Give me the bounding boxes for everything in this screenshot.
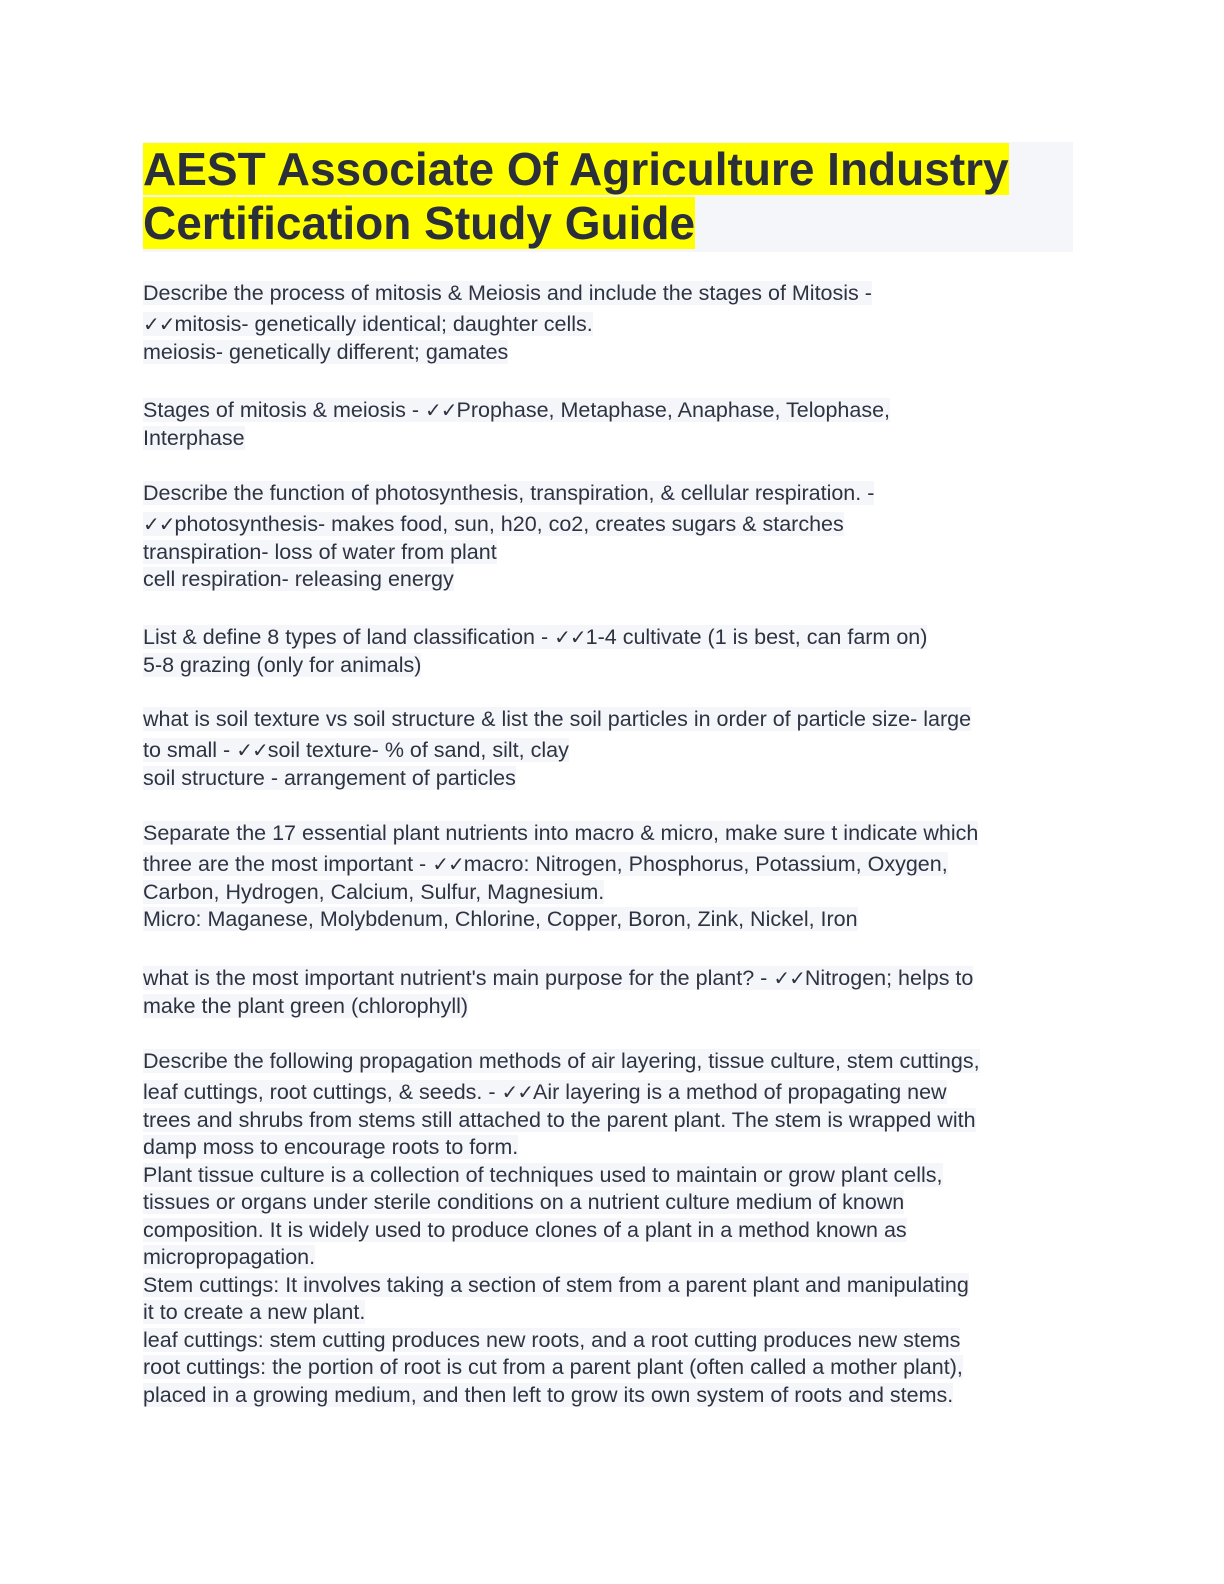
answer-line: Interphase: [143, 425, 245, 450]
question-text: Stages of mitosis & meiosis -: [143, 398, 420, 422]
check-icon: ✓✓: [554, 625, 586, 649]
qa-section-2: [143, 397, 1078, 452]
check-icon: ✓✓: [773, 966, 805, 990]
qa-section-5: [143, 706, 1078, 792]
check-icon: ✓✓: [432, 852, 464, 876]
answer-line: composition. It is widely used to produce clones of a plant in a method known as: [143, 1217, 907, 1242]
title-block: [143, 142, 1073, 252]
answer-line: Plant tissue culture is a collection of techniques used to maintain or grow plant cells,: [143, 1162, 943, 1187]
title-line-1: AEST Associate Of Agriculture Industry: [143, 143, 1009, 195]
check-icon: ✓✓: [143, 312, 175, 336]
answer-line: root cuttings: the portion of root is cut from a parent plant (often called a mother plant),: [143, 1355, 963, 1379]
question-text: Describe the process of mitosis & Meiosis and include the stages of Mitosis -: [143, 281, 872, 305]
check-icon: ✓✓: [425, 398, 457, 422]
question-text: Describe the function of photosynthesis, transpiration, & cellular respiration. -: [143, 481, 875, 505]
answer-line: 5-8 grazing (only for animals): [143, 652, 422, 677]
answer-text: mitosis- genetically identical; daughter cells.: [174, 312, 593, 336]
answer-line: it to create a new plant.: [143, 1300, 366, 1324]
page-title: [143, 142, 1073, 250]
answer-text: photosynthesis- makes food, sun, h20, co2, creates sugars & starches: [174, 512, 844, 536]
answer-line: tissues or organs under sterile conditions on a nutrient culture medium of known: [143, 1190, 905, 1214]
answer-text: macro: Nitrogen, Phosphorus, Potassium, Oxygen,: [463, 852, 948, 876]
qa-section-4: [143, 624, 1078, 679]
answer-text: 1-4 cultivate (1 is best, can farm on): [585, 625, 928, 649]
question-text: List & define 8 types of land classification -: [143, 625, 549, 649]
answer-line: cell respiration- releasing energy: [143, 567, 454, 591]
answer-line: leaf cuttings: stem cutting produces new roots, and a root cutting produces new stems: [143, 1327, 961, 1352]
question-text: what is soil texture vs soil structure & list the soil particles in order of particle size- large: [143, 707, 972, 731]
question-text: to small -: [143, 738, 231, 762]
check-icon: ✓✓: [236, 738, 268, 762]
answer-line: make the plant green (chlorophyll): [143, 993, 469, 1018]
answer-line: placed in a growing medium, and then left to grow its own system of roots and stems.: [143, 1382, 954, 1407]
qa-section-8: [143, 1048, 1078, 1409]
question-text: Separate the 17 essential plant nutrients into macro & micro, make sure t indicate which: [143, 821, 979, 845]
answer-line: damp moss to encourage roots to form.: [143, 1135, 519, 1159]
qa-section-3: [143, 480, 1078, 594]
answer-line: transpiration- loss of water from plant: [143, 539, 497, 564]
question-text: three are the most important -: [143, 852, 427, 876]
check-icon: ✓✓: [501, 1080, 534, 1104]
title-line-2: Certification Study Guide: [143, 197, 696, 249]
question-text: leaf cuttings, root cuttings, & seeds. -: [143, 1080, 496, 1104]
answer-line: micropropagation.: [143, 1245, 316, 1269]
answer-line: Micro: Maganese, Molybdenum, Chlorine, Copper, Boron, Zink, Nickel, Iron: [143, 907, 858, 931]
question-text: Describe the following propagation methods of air layering, tissue culture, stem cuttings,: [143, 1049, 980, 1073]
answer-line: Stem cuttings: It involves taking a section of stem from a parent plant and manipulating: [143, 1272, 969, 1297]
answer-line: soil structure - arrangement of particles: [143, 765, 516, 790]
check-icon: ✓✓: [143, 512, 175, 536]
answer-text: Nitrogen; helps to: [804, 966, 974, 990]
answer-line: meiosis- genetically different; gamates: [143, 339, 509, 364]
qa-section-1: [143, 280, 1078, 366]
answer-line: Carbon, Hydrogen, Calcium, Sulfur, Magnesium.: [143, 879, 605, 904]
qa-section-6: [143, 820, 1078, 934]
answer-text: Air layering is a method of propagating new: [533, 1080, 947, 1104]
answer-line: trees and shrubs from stems still attached to the parent plant. The stem is wrapped with: [143, 1107, 976, 1132]
qa-section-7: [143, 965, 1078, 1020]
question-text: what is the most important nutrient's main purpose for the plant? -: [143, 966, 768, 990]
answer-text: Prophase, Metaphase, Anaphase, Telophase,: [456, 398, 891, 422]
answer-text: soil texture- % of sand, silt, clay: [267, 738, 569, 762]
